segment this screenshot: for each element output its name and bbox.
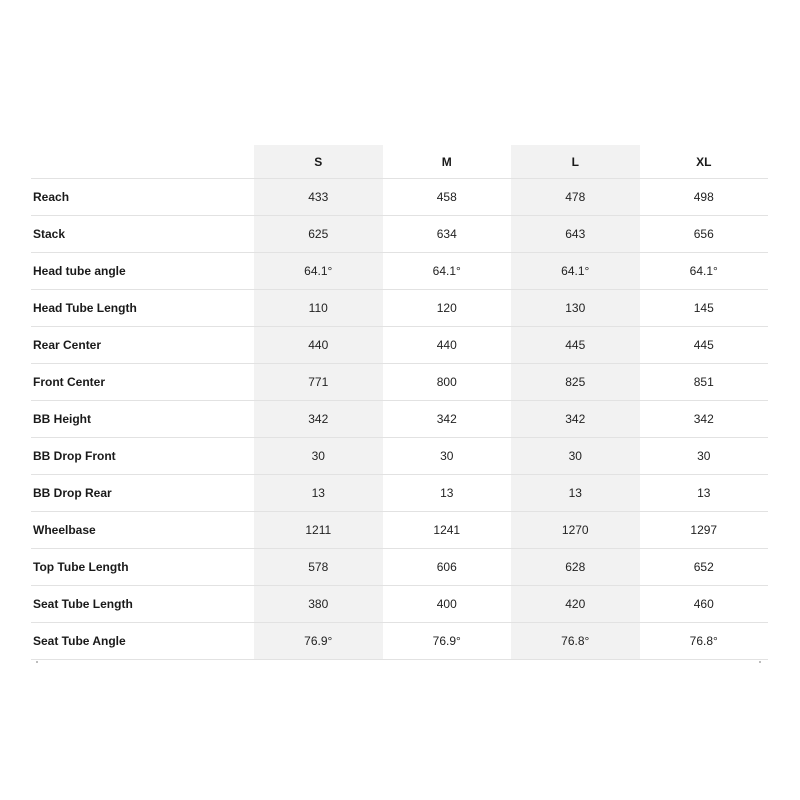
cell-value: 628 [511,549,640,586]
row-label: Head tube angle [31,253,254,290]
cell-value: 76.9° [254,623,383,660]
cell-value: 13 [640,475,769,512]
row-label: Reach [31,179,254,216]
cell-value: 64.1° [383,253,512,290]
table-row [31,364,768,401]
cell-value: 64.1° [640,253,769,290]
size-header-s: S [254,145,383,179]
table-row [31,586,768,623]
cell-value: 1270 [511,512,640,549]
cell-value: 110 [254,290,383,327]
size-header-m: M [383,145,512,179]
cell-value: 578 [254,549,383,586]
cell-value: 145 [640,290,769,327]
row-label: BB Drop Front [31,438,254,475]
cell-value: 634 [383,216,512,253]
row-label: Front Center [31,364,254,401]
cell-value: 76.9° [383,623,512,660]
geometry-table-container [31,145,768,660]
cell-value: 30 [511,438,640,475]
table-row [31,438,768,475]
cell-value: 652 [640,549,769,586]
cell-value: 64.1° [511,253,640,290]
row-label: Wheelbase [31,512,254,549]
cell-value: 420 [511,586,640,623]
table-row [31,401,768,438]
row-label: Rear Center [31,327,254,364]
cell-value: 458 [383,179,512,216]
row-label: Seat Tube Length [31,586,254,623]
row-label: BB Height [31,401,254,438]
header-corner [31,145,254,179]
table-body [31,179,768,660]
cell-value: 625 [254,216,383,253]
cell-value: 13 [254,475,383,512]
scroll-edge-mark-right [759,661,761,663]
cell-value: 400 [383,586,512,623]
cell-value: 342 [640,401,769,438]
cell-value: 606 [383,549,512,586]
cell-value: 1297 [640,512,769,549]
cell-value: 643 [511,216,640,253]
cell-value: 460 [640,586,769,623]
cell-value: 800 [383,364,512,401]
cell-value: 342 [254,401,383,438]
table-row [31,512,768,549]
table-row [31,475,768,512]
cell-value: 30 [254,438,383,475]
cell-value: 440 [383,327,512,364]
cell-value: 64.1° [254,253,383,290]
cell-value: 342 [383,401,512,438]
cell-value: 120 [383,290,512,327]
cell-value: 1241 [383,512,512,549]
cell-value: 440 [254,327,383,364]
row-label: Head Tube Length [31,290,254,327]
header-row [31,145,768,179]
table-row [31,623,768,660]
cell-value: 445 [640,327,769,364]
cell-value: 30 [383,438,512,475]
cell-value: 1211 [254,512,383,549]
cell-value: 433 [254,179,383,216]
geometry-table [31,145,768,660]
cell-value: 825 [511,364,640,401]
row-label: BB Drop Rear [31,475,254,512]
cell-value: 771 [254,364,383,401]
table-row [31,216,768,253]
table-row [31,179,768,216]
row-label: Seat Tube Angle [31,623,254,660]
cell-value: 380 [254,586,383,623]
cell-value: 76.8° [511,623,640,660]
cell-value: 342 [511,401,640,438]
cell-value: 130 [511,290,640,327]
cell-value: 478 [511,179,640,216]
cell-value: 851 [640,364,769,401]
size-header-l: L [511,145,640,179]
size-header-xl: XL [640,145,769,179]
table-row [31,290,768,327]
table-row [31,253,768,290]
row-label: Top Tube Length [31,549,254,586]
cell-value: 656 [640,216,769,253]
table-row [31,549,768,586]
scroll-edge-mark-left [36,661,38,663]
cell-value: 445 [511,327,640,364]
cell-value: 30 [640,438,769,475]
table-row [31,327,768,364]
cell-value: 498 [640,179,769,216]
row-label: Stack [31,216,254,253]
cell-value: 13 [383,475,512,512]
cell-value: 76.8° [640,623,769,660]
cell-value: 13 [511,475,640,512]
